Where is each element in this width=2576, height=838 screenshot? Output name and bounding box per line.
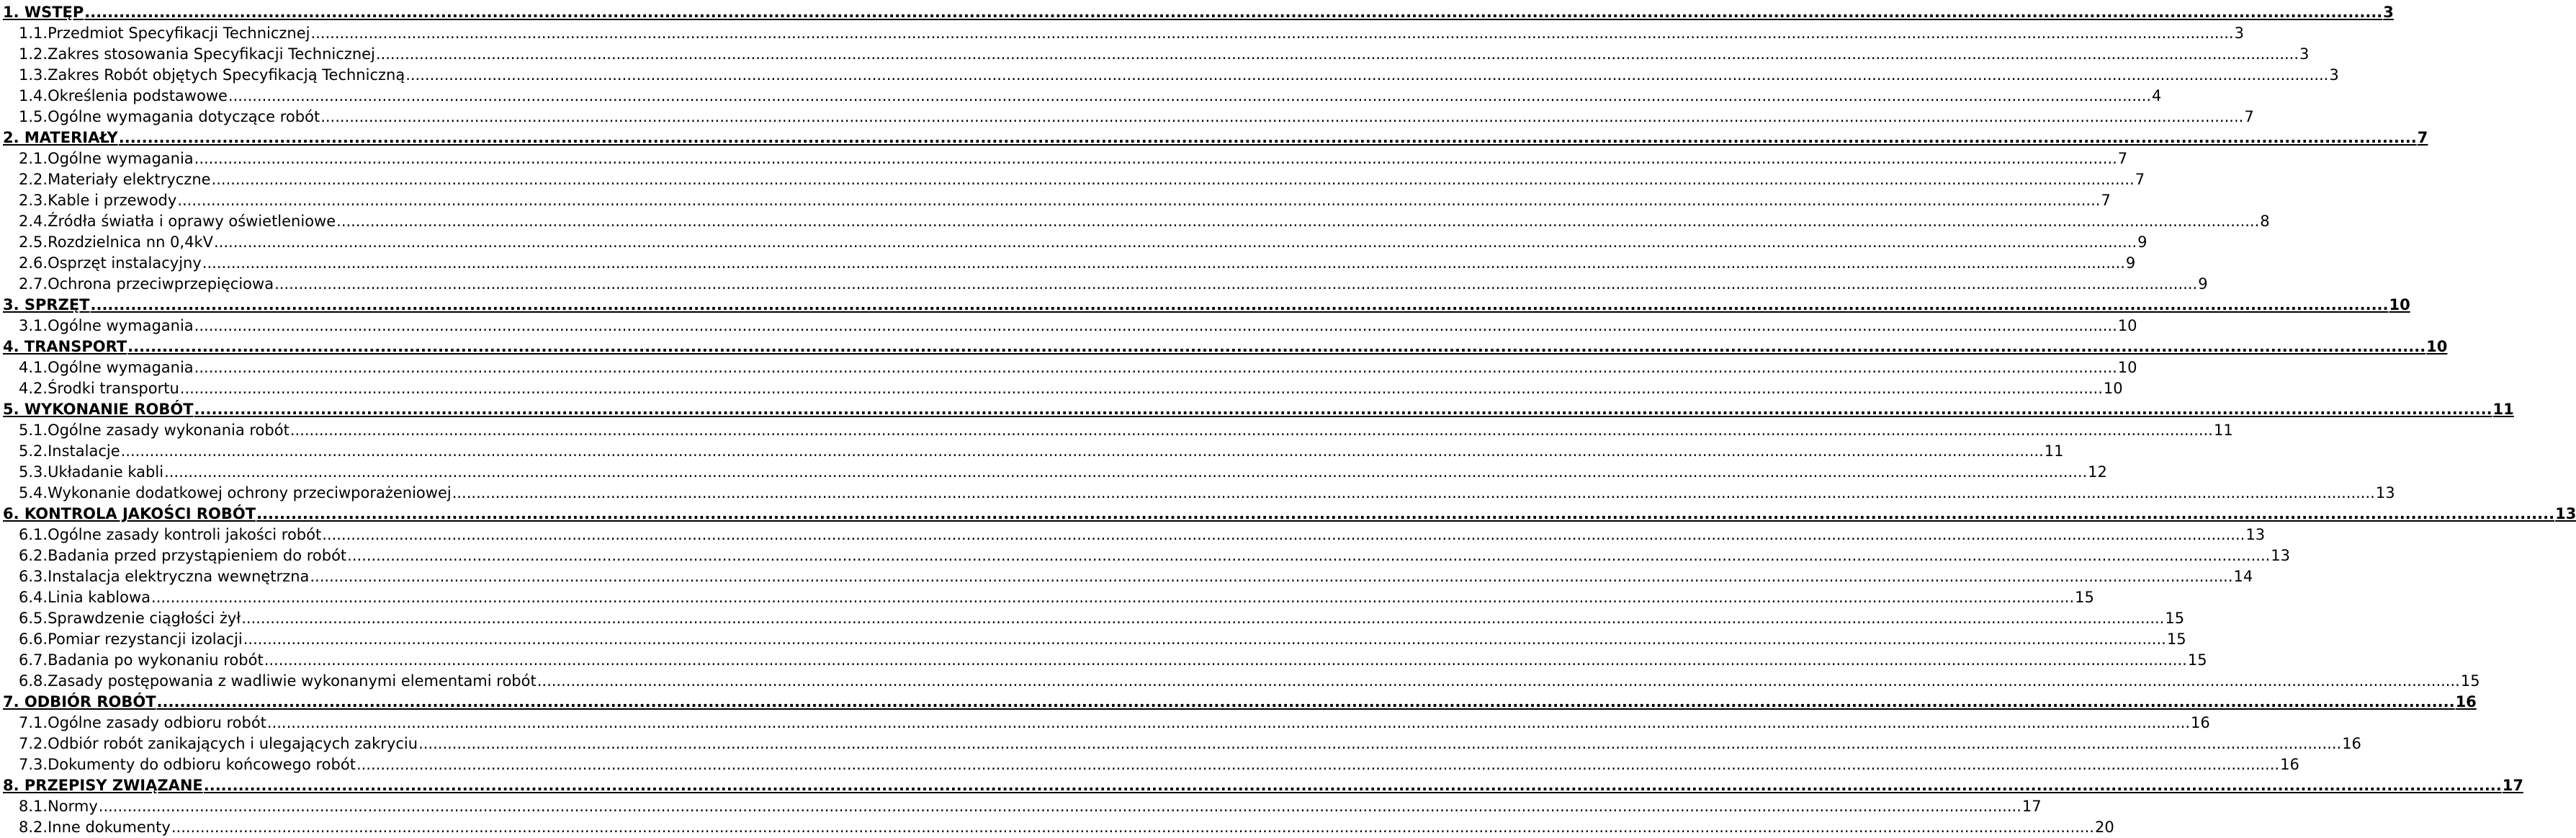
toc-page-number: 13 — [2271, 547, 2291, 564]
toc-section[interactable] — [3, 0, 2394, 21]
toc-entry-title: 3. SPRZĘT — [3, 296, 90, 313]
toc-subsection[interactable] — [19, 710, 2210, 731]
toc-page-number: 16 — [2342, 735, 2361, 752]
toc-page-number: 7 — [2135, 171, 2145, 188]
toc-subsection[interactable] — [19, 42, 2310, 63]
toc-dot-leader: ................................................................................................................................................................................................................................................................................................................................................................................................................ — [214, 233, 2137, 251]
toc-entry-title: 6.4.Linia kablowa — [19, 589, 151, 606]
toc-page-number: 10 — [2389, 296, 2410, 313]
toc-subsection[interactable] — [19, 167, 2145, 188]
toc-page-number: 11 — [2492, 401, 2514, 418]
toc-dot-leader: ................................................................................................................................................................................................................................................................................................................................................................................................................ — [310, 24, 2234, 42]
toc-page-number: 12 — [2088, 463, 2107, 481]
toc-entry-title: 5.3.Układanie kabli — [19, 463, 164, 481]
toc-entry-title: 1. WSTĘP — [3, 4, 84, 21]
toc-entry-title: 2.5.Rozdzielnica nn 0,4kV — [19, 233, 213, 251]
toc-dot-leader: ................................................................................................................................................................................................................................................................................................................................................................................................................ — [418, 735, 2342, 752]
toc-entry-title: 2.4.Źródła światła i oprawy oświetleniowe — [19, 213, 336, 230]
toc-section[interactable] — [3, 334, 2448, 355]
toc-subsection[interactable] — [19, 815, 2114, 836]
toc-dot-leader: ................................................................................................................................................................................................................................................................................................................................................................................................................ — [194, 359, 2117, 376]
toc-page-number: 7 — [2244, 108, 2254, 125]
toc-dot-leader: ................................................................................................................................................................................................................................................................................................................................................................................................................ — [194, 317, 2117, 334]
toc-subsection[interactable] — [19, 731, 2361, 752]
toc-dot-leader: ................................................................................................................................................................................................................................................................................................................................................................................................................ — [375, 45, 2299, 63]
toc-entry-title: 6.3.Instalacja elektryczna wewnętrzna — [19, 568, 310, 585]
toc-page-number: 3 — [2299, 45, 2310, 63]
toc-page-number: 15 — [2460, 672, 2480, 690]
toc-page-number: 13 — [2245, 526, 2266, 543]
toc-dot-leader: ................................................................................................................................................................................................................................................................................................................................................................................................................ — [256, 505, 2555, 522]
toc-page-number: 3 — [2234, 24, 2244, 42]
toc-dot-leader: ................................................................................................................................................................................................................................................................................................................................................................................................................ — [118, 129, 2417, 146]
toc-subsection[interactable] — [19, 794, 2042, 815]
toc-subsection[interactable] — [19, 376, 2123, 397]
toc-entry-title: 8.2.Inne dokumenty — [19, 819, 171, 836]
toc-page-number: 9 — [2137, 233, 2148, 251]
toc-dot-leader: ................................................................................................................................................................................................................................................................................................................................................................................................................ — [211, 171, 2135, 188]
toc-dot-leader: ................................................................................................................................................................................................................................................................................................................................................................................................................ — [164, 463, 2088, 481]
toc-page-number: 16 — [2191, 714, 2210, 731]
toc-section[interactable] — [3, 502, 2576, 522]
toc-entry-title: 1.5.Ogólne wymagania dotyczące robót — [19, 108, 320, 125]
toc-entry-title: 1.4.Określenia podstawowe — [19, 87, 228, 104]
toc-entry-title: 1.3.Zakres Robót objętych Specyfikacją Techniczną — [19, 66, 405, 84]
toc-page-number: 16 — [2280, 756, 2299, 773]
toc-page-number: 16 — [2455, 693, 2477, 710]
toc-subsection[interactable] — [19, 522, 2266, 543]
toc-section[interactable] — [3, 397, 2514, 418]
toc-dot-leader: ................................................................................................................................................................................................................................................................................................................................................................................................................ — [243, 630, 2166, 648]
toc-dot-leader: ................................................................................................................................................................................................................................................................................................................................................................................................................ — [336, 213, 2260, 230]
toc-dot-leader: ................................................................................................................................................................................................................................................................................................................................................................................................................ — [171, 819, 2094, 836]
toc-entry-title: 6.6.Pomiar rezystancji izolacji — [19, 630, 243, 648]
toc-dot-leader: ................................................................................................................................................................................................................................................................................................................................................................................................................ — [194, 401, 2492, 418]
toc-subsection[interactable] — [19, 146, 2128, 167]
toc-section[interactable] — [3, 293, 2410, 313]
toc-dot-leader: ................................................................................................................................................................................................................................................................................................................................................................................................................ — [320, 108, 2244, 125]
toc-page-number: 10 — [2103, 380, 2123, 397]
toc-entry-title: 2.6.Osprzęt instalacyjny — [19, 254, 202, 272]
toc-entry-title: 3.1.Ogólne wymagania — [19, 317, 194, 334]
toc-section[interactable] — [3, 690, 2477, 710]
toc-subsection[interactable] — [19, 209, 2270, 230]
toc-entry-title: 6.8.Zasady postępowania z wadliwie wykonanymi elementami robót — [19, 672, 537, 690]
toc-entry-title: 2.1.Ogólne wymagania — [19, 150, 194, 167]
toc-section[interactable] — [3, 773, 2523, 794]
toc-entry-title: 5.4.Wykonanie dodatkowej ochrony przeciwporażeniowej — [19, 484, 452, 502]
toc-entry-title: 4.1.Ogólne wymagania — [19, 359, 194, 376]
toc-subsection[interactable] — [19, 63, 2339, 84]
toc-entry-title: 6.2.Badania przed przystąpieniem do robót — [19, 547, 347, 564]
toc-dot-leader: ................................................................................................................................................................................................................................................................................................................................................................................................................ — [537, 672, 2460, 690]
toc-dot-leader: ................................................................................................................................................................................................................................................................................................................................................................................................................ — [356, 756, 2280, 773]
toc-dot-leader: ................................................................................................................................................................................................................................................................................................................................................................................................................ — [120, 442, 2044, 460]
toc-dot-leader: ................................................................................................................................................................................................................................................................................................................................................................................................................ — [228, 87, 2152, 104]
toc-subsection[interactable] — [19, 564, 2253, 585]
toc-subsection[interactable] — [19, 669, 2480, 690]
toc-page-number: 15 — [2166, 630, 2186, 648]
toc-entry-title: 5.1.Ogólne zasady wykonania robót — [19, 422, 290, 439]
toc-page-number: 10 — [2117, 317, 2137, 334]
toc-entry-title: 2.2.Materiały elektryczne — [19, 171, 211, 188]
toc-entry-title: 7. ODBIÓR ROBÓT — [3, 693, 156, 710]
toc-dot-leader: ................................................................................................................................................................................................................................................................................................................................................................................................................ — [90, 296, 2389, 313]
toc-subsection[interactable] — [19, 627, 2186, 648]
toc-subsection[interactable] — [19, 606, 2185, 627]
toc-page-number: 9 — [2198, 275, 2208, 293]
toc-subsection[interactable] — [19, 481, 2395, 502]
toc-entry-title: 2.7.Ochrona przeciwprzepięciowa — [19, 275, 274, 293]
toc-subsection[interactable] — [19, 752, 2299, 773]
toc-dot-leader: ................................................................................................................................................................................................................................................................................................................................................................................................................ — [452, 484, 2375, 502]
toc-page-number: 7 — [2101, 192, 2111, 209]
toc-dot-leader: ................................................................................................................................................................................................................................................................................................................................................................................................................ — [274, 275, 2198, 293]
toc-page-number: 11 — [2213, 422, 2233, 439]
toc-page-number: 7 — [2117, 150, 2128, 167]
toc-entry-title: 6.7.Badania po wykonaniu robót — [19, 651, 264, 669]
toc-subsection[interactable] — [19, 21, 2244, 42]
toc-entry-title: 5. WYKONANIE ROBÓT — [3, 401, 194, 418]
toc-subsection[interactable] — [19, 355, 2137, 376]
toc-dot-leader: ................................................................................................................................................................................................................................................................................................................................................................................................................ — [322, 526, 2245, 543]
toc-entry-title: 6. KONTROLA JAKOŚCI ROBÓT — [3, 505, 256, 522]
toc-dot-leader: ................................................................................................................................................................................................................................................................................................................................................................................................................ — [203, 777, 2502, 794]
toc-page-number: 9 — [2125, 254, 2136, 272]
toc-subsection[interactable] — [19, 272, 2208, 293]
toc-entry-title: 1.2.Zakres stosowania Specyfikacji Technicznej — [19, 45, 375, 63]
toc-page-number: 10 — [2426, 338, 2448, 355]
toc-section[interactable] — [3, 125, 2428, 146]
toc-page-number: 15 — [2187, 651, 2207, 669]
toc-entry-title: 8. PRZEPISY ZWIĄZANE — [3, 777, 203, 794]
toc-entry-title: 5.2.Instalacje — [19, 442, 120, 460]
toc-dot-leader: ................................................................................................................................................................................................................................................................................................................................................................................................................ — [151, 589, 2075, 606]
toc-page-number: 17 — [2021, 798, 2042, 815]
toc-dot-leader: ................................................................................................................................................................................................................................................................................................................................................................................................................ — [98, 798, 2021, 815]
toc-page-number: 14 — [2233, 568, 2253, 585]
toc-entry-title: 7.1.Ogólne zasady odbioru robót — [19, 714, 266, 731]
toc-entry-title: 6.5.Sprawdzenie ciągłości żył — [19, 610, 241, 627]
toc-subsection[interactable] — [19, 439, 2064, 460]
toc-subsection[interactable] — [19, 251, 2136, 272]
toc-dot-leader: ................................................................................................................................................................................................................................................................................................................................................................................................................ — [241, 610, 2165, 627]
toc-page-number: 11 — [2044, 442, 2064, 460]
toc-dot-leader: ................................................................................................................................................................................................................................................................................................................................................................................................................ — [179, 380, 2103, 397]
toc-subsection[interactable] — [19, 543, 2291, 564]
toc-entry-title: 6.1.Ogólne zasady kontroli jakości robót — [19, 526, 322, 543]
toc-page-number: 15 — [2165, 610, 2185, 627]
toc-page-number: 20 — [2094, 819, 2114, 836]
toc-page-number: 17 — [2502, 777, 2523, 794]
toc-dot-leader: ................................................................................................................................................................................................................................................................................................................................................................................................................ — [310, 568, 2233, 585]
toc-page-number: 3 — [2383, 4, 2394, 21]
toc-entry-title: 4. TRANSPORT — [3, 338, 127, 355]
toc-entry-title: 2. MATERIAŁY — [3, 129, 118, 146]
toc-page-number: 13 — [2375, 484, 2395, 502]
toc-entry-title: 7.3.Dokumenty do odbioru końcowego robót — [19, 756, 356, 773]
toc-entry-title: 7.2.Odbiór robót zanikających i ulegających zakryciu — [19, 735, 418, 752]
toc-page-number: 8 — [2260, 213, 2270, 230]
toc-page-number: 7 — [2417, 129, 2428, 146]
toc-subsection[interactable] — [19, 230, 2148, 251]
toc-page-number: 3 — [2329, 66, 2339, 84]
toc-subsection[interactable] — [19, 585, 2094, 606]
toc-page-number: 10 — [2117, 359, 2137, 376]
toc-dot-leader: ................................................................................................................................................................................................................................................................................................................................................................................................................ — [266, 714, 2191, 731]
toc-page-number: 4 — [2152, 87, 2162, 104]
toc-page-number: 13 — [2555, 505, 2576, 522]
toc-dot-leader: ................................................................................................................................................................................................................................................................................................................................................................................................................ — [264, 651, 2187, 669]
toc-entry-title: 1.1.Przedmiot Specyfikacji Technicznej — [19, 24, 310, 42]
toc-subsection[interactable] — [19, 188, 2111, 209]
toc-dot-leader: ................................................................................................................................................................................................................................................................................................................................................................................................................ — [405, 66, 2329, 84]
toc-subsection[interactable] — [19, 313, 2137, 334]
toc-subsection[interactable] — [19, 104, 2254, 125]
toc-subsection[interactable] — [19, 418, 2233, 439]
toc-entry-title: 8.1.Normy — [19, 798, 98, 815]
toc-entry-title: 4.2.Środki transportu — [19, 380, 179, 397]
toc-subsection[interactable] — [19, 84, 2162, 104]
toc-dot-leader: ................................................................................................................................................................................................................................................................................................................................................................................................................ — [84, 4, 2383, 21]
toc-dot-leader: ................................................................................................................................................................................................................................................................................................................................................................................................................ — [194, 150, 2117, 167]
toc-dot-leader: ................................................................................................................................................................................................................................................................................................................................................................................................................ — [156, 693, 2455, 710]
toc-entry-title: 2.3.Kable i przewody — [19, 192, 177, 209]
toc-subsection[interactable] — [19, 648, 2207, 669]
toc-dot-leader: ................................................................................................................................................................................................................................................................................................................................................................................................................ — [347, 547, 2271, 564]
toc-subsection[interactable] — [19, 460, 2107, 481]
toc-dot-leader: ................................................................................................................................................................................................................................................................................................................................................................................................................ — [202, 254, 2125, 272]
toc-dot-leader: ................................................................................................................................................................................................................................................................................................................................................................................................................ — [290, 422, 2213, 439]
toc-dot-leader: ................................................................................................................................................................................................................................................................................................................................................................................................................ — [127, 338, 2426, 355]
toc-page-number: 15 — [2075, 589, 2094, 606]
toc-dot-leader: ................................................................................................................................................................................................................................................................................................................................................................................................................ — [177, 192, 2101, 209]
